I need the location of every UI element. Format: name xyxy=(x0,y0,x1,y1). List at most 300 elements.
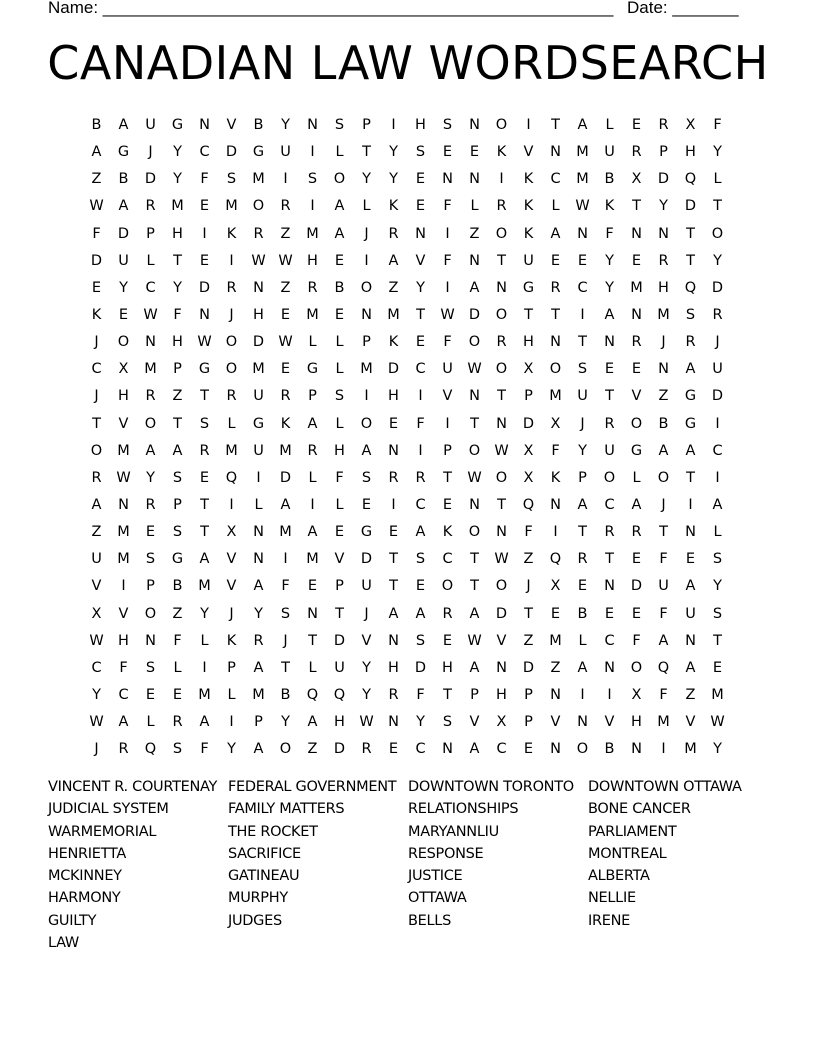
grid-letter[interactable]: Y xyxy=(578,442,587,459)
grid-letter[interactable]: O xyxy=(630,415,643,432)
grid-letter[interactable]: A xyxy=(91,144,102,161)
grid-letter[interactable]: L xyxy=(227,415,236,432)
grid-letter[interactable]: T xyxy=(497,496,506,513)
grid-letter[interactable]: P xyxy=(443,442,452,459)
grid-letter[interactable]: F xyxy=(92,225,101,242)
grid-letter[interactable]: W xyxy=(251,252,266,269)
grid-letter[interactable]: E xyxy=(388,741,399,758)
grid-letter[interactable]: L xyxy=(335,361,344,378)
grid-letter[interactable]: L xyxy=(146,714,155,731)
grid-letter[interactable]: N xyxy=(118,496,129,513)
grid-letter[interactable]: E xyxy=(334,252,345,269)
grid-letter[interactable]: Q xyxy=(333,686,346,703)
grid-letter[interactable]: E xyxy=(280,361,291,378)
grid-letter[interactable]: P xyxy=(362,334,371,351)
grid-letter[interactable]: B xyxy=(280,686,291,703)
grid-letter[interactable]: Y xyxy=(92,686,101,703)
grid-letter[interactable]: N xyxy=(604,334,615,351)
grid-letter[interactable]: F xyxy=(659,551,668,568)
grid-letter[interactable]: N xyxy=(577,225,588,242)
grid-letter[interactable]: Q xyxy=(684,279,697,296)
grid-letter[interactable]: W xyxy=(440,306,455,323)
grid-letter[interactable]: U xyxy=(658,578,669,595)
grid-letter[interactable]: E xyxy=(631,252,642,269)
grid-letter[interactable]: V xyxy=(334,551,345,568)
grid-letter[interactable]: N xyxy=(145,632,156,649)
grid-letter[interactable]: W xyxy=(116,469,131,486)
grid-letter[interactable]: R xyxy=(388,686,399,703)
grid-letter[interactable]: Q xyxy=(225,469,238,486)
grid-letter[interactable]: D xyxy=(198,279,211,296)
grid-letter[interactable]: E xyxy=(550,605,561,622)
grid-letter[interactable]: J xyxy=(364,225,369,242)
grid-letter[interactable]: R xyxy=(658,252,669,269)
grid-letter[interactable]: Y xyxy=(362,171,371,188)
grid-letter[interactable]: I xyxy=(202,225,207,242)
grid-letter[interactable]: I xyxy=(121,578,126,595)
grid-letter[interactable]: D xyxy=(252,334,265,351)
grid-letter[interactable]: K xyxy=(523,198,534,215)
grid-letter[interactable]: W xyxy=(278,252,293,269)
grid-letter[interactable]: T xyxy=(470,578,479,595)
grid-letter[interactable]: P xyxy=(470,686,479,703)
grid-letter[interactable]: T xyxy=(497,388,506,405)
grid-letter[interactable]: A xyxy=(685,578,696,595)
grid-letter[interactable]: R xyxy=(226,279,237,296)
grid-letter[interactable]: T xyxy=(200,524,209,541)
grid-letter[interactable]: N xyxy=(388,632,399,649)
grid-letter[interactable]: G xyxy=(117,144,130,161)
grid-letter[interactable]: C xyxy=(91,361,102,378)
grid-letter[interactable]: U xyxy=(442,361,453,378)
grid-letter[interactable]: M xyxy=(225,442,238,459)
grid-letter[interactable]: A xyxy=(415,605,426,622)
grid-letter[interactable]: B xyxy=(91,117,102,133)
grid-letter[interactable]: E xyxy=(577,252,588,269)
grid-letter[interactable]: P xyxy=(335,578,344,595)
grid-letter[interactable]: I xyxy=(580,686,585,703)
grid-letter[interactable]: H xyxy=(496,686,507,703)
grid-letter[interactable]: N xyxy=(496,524,507,541)
grid-letter[interactable]: W xyxy=(494,442,509,459)
grid-letter[interactable]: C xyxy=(442,551,453,568)
grid-letter[interactable]: A xyxy=(118,117,129,133)
grid-letter[interactable]: N xyxy=(253,279,264,296)
grid-letter[interactable]: H xyxy=(118,388,129,405)
grid-letter[interactable]: A xyxy=(550,225,561,242)
grid-letter[interactable]: H xyxy=(442,659,453,676)
grid-letter[interactable]: M xyxy=(684,741,697,758)
grid-letter[interactable]: M xyxy=(657,714,670,731)
grid-letter[interactable]: M xyxy=(117,524,130,541)
grid-letter[interactable]: U xyxy=(118,252,129,269)
grid-letter[interactable]: A xyxy=(307,714,318,731)
grid-letter[interactable]: Y xyxy=(281,714,290,731)
grid-letter[interactable]: D xyxy=(468,306,481,323)
grid-letter[interactable]: R xyxy=(712,306,723,323)
grid-letter[interactable]: B xyxy=(334,279,345,296)
grid-letter[interactable]: O xyxy=(495,306,508,323)
grid-letter[interactable]: I xyxy=(229,252,234,269)
grid-letter[interactable]: N xyxy=(199,117,210,133)
grid-letter[interactable]: A xyxy=(199,551,210,568)
grid-letter[interactable]: D xyxy=(657,171,670,188)
grid-letter[interactable]: F xyxy=(119,659,128,676)
grid-letter[interactable]: T xyxy=(524,605,533,622)
grid-letter[interactable]: L xyxy=(470,198,479,215)
grid-letter[interactable]: T xyxy=(632,198,641,215)
grid-letter[interactable]: U xyxy=(145,117,156,133)
grid-letter[interactable]: R xyxy=(199,442,210,459)
grid-letter[interactable]: G xyxy=(630,442,643,459)
grid-letter[interactable]: N xyxy=(496,415,507,432)
grid-letter[interactable]: Y xyxy=(254,605,263,622)
grid-letter[interactable]: B xyxy=(604,741,615,758)
grid-letter[interactable]: F xyxy=(713,117,722,133)
grid-letter[interactable]: Y xyxy=(173,171,182,188)
grid-letter[interactable]: A xyxy=(712,496,723,513)
grid-letter[interactable]: A xyxy=(631,496,642,513)
grid-letter[interactable]: N xyxy=(685,632,696,649)
grid-letter[interactable]: I xyxy=(229,714,234,731)
grid-letter[interactable]: Z xyxy=(91,171,102,188)
grid-letter[interactable]: I xyxy=(607,686,612,703)
grid-letter[interactable]: E xyxy=(199,469,210,486)
grid-letter[interactable]: X xyxy=(631,686,642,703)
grid-letter[interactable]: X xyxy=(550,415,561,432)
grid-letter[interactable]: W xyxy=(575,198,590,215)
grid-letter[interactable]: C xyxy=(496,741,507,758)
grid-letter[interactable]: E xyxy=(469,144,480,161)
grid-letter[interactable]: E xyxy=(550,252,561,269)
grid-letter[interactable]: Y xyxy=(200,605,209,622)
grid-letter[interactable]: C xyxy=(199,144,210,161)
grid-letter[interactable]: Z xyxy=(658,388,669,405)
grid-letter[interactable]: A xyxy=(469,279,480,296)
grid-letter[interactable]: J xyxy=(229,306,234,323)
grid-letter[interactable]: S xyxy=(577,361,588,378)
grid-letter[interactable]: G xyxy=(171,117,184,133)
grid-letter[interactable]: V xyxy=(685,714,696,731)
grid-letter[interactable]: M xyxy=(360,361,373,378)
grid-letter[interactable]: M xyxy=(225,198,238,215)
grid-letter[interactable]: Y xyxy=(713,741,722,758)
grid-letter[interactable]: V xyxy=(361,632,372,649)
grid-letter[interactable]: D xyxy=(117,225,130,242)
grid-letter[interactable]: I xyxy=(445,415,450,432)
date-field[interactable]: Date: _______ xyxy=(627,0,739,17)
grid-letter[interactable]: P xyxy=(578,469,587,486)
grid-letter[interactable]: T xyxy=(659,524,668,541)
grid-letter[interactable]: L xyxy=(632,469,641,486)
grid-letter[interactable]: R xyxy=(658,117,669,133)
grid-letter[interactable]: S xyxy=(145,659,156,676)
grid-letter[interactable]: S xyxy=(172,469,183,486)
grid-letter[interactable]: I xyxy=(688,496,693,513)
grid-letter[interactable]: R xyxy=(253,632,264,649)
grid-letter[interactable]: R xyxy=(307,279,318,296)
grid-letter[interactable]: M xyxy=(252,686,265,703)
grid-letter[interactable]: F xyxy=(659,686,668,703)
grid-letter[interactable]: T xyxy=(713,198,722,215)
grid-letter[interactable]: Y xyxy=(659,198,668,215)
grid-letter[interactable]: V xyxy=(226,578,237,595)
grid-letter[interactable]: E xyxy=(442,496,453,513)
grid-letter[interactable]: F xyxy=(200,741,209,758)
grid-letter[interactable]: E xyxy=(118,306,129,323)
grid-letter[interactable]: D xyxy=(90,252,103,269)
grid-letter[interactable]: Y xyxy=(605,279,614,296)
grid-letter[interactable]: P xyxy=(173,496,182,513)
grid-letter[interactable]: K xyxy=(388,334,399,351)
grid-letter[interactable]: P xyxy=(254,714,263,731)
grid-letter[interactable]: K xyxy=(388,198,399,215)
grid-letter[interactable]: N xyxy=(442,171,453,188)
grid-letter[interactable]: N xyxy=(550,741,561,758)
grid-letter[interactable]: O xyxy=(225,361,238,378)
grid-letter[interactable]: O xyxy=(279,741,292,758)
grid-letter[interactable]: R xyxy=(550,279,561,296)
grid-letter[interactable]: T xyxy=(605,388,614,405)
grid-letter[interactable]: F xyxy=(200,171,209,188)
grid-letter[interactable]: W xyxy=(359,714,374,731)
grid-letter[interactable]: O xyxy=(468,442,481,459)
grid-letter[interactable]: T xyxy=(686,252,695,269)
grid-letter[interactable]: K xyxy=(226,632,237,649)
grid-letter[interactable]: E xyxy=(415,334,426,351)
grid-letter[interactable]: J xyxy=(715,334,720,351)
grid-letter[interactable]: E xyxy=(631,361,642,378)
grid-letter[interactable]: J xyxy=(148,144,153,161)
grid-letter[interactable]: G xyxy=(171,551,184,568)
grid-letter[interactable]: X xyxy=(91,605,102,622)
grid-letter[interactable]: I xyxy=(391,117,396,133)
grid-letter[interactable]: D xyxy=(630,578,643,595)
grid-letter[interactable]: H xyxy=(334,714,345,731)
grid-letter[interactable]: V xyxy=(550,714,561,731)
grid-letter[interactable]: F xyxy=(173,632,182,649)
grid-letter[interactable]: R xyxy=(145,388,156,405)
grid-letter[interactable]: E xyxy=(172,686,183,703)
grid-letter[interactable]: T xyxy=(308,632,317,649)
grid-letter[interactable]: U xyxy=(334,659,345,676)
grid-letter[interactable]: J xyxy=(283,632,288,649)
grid-letter[interactable]: M xyxy=(117,442,130,459)
grid-letter[interactable]: R xyxy=(631,144,642,161)
grid-letter[interactable]: R xyxy=(604,524,615,541)
grid-letter[interactable]: F xyxy=(443,198,452,215)
grid-letter[interactable]: F xyxy=(173,306,182,323)
grid-letter[interactable]: T xyxy=(92,415,101,432)
grid-letter[interactable]: I xyxy=(715,415,720,432)
grid-letter[interactable]: P xyxy=(362,117,371,133)
grid-letter[interactable]: G xyxy=(252,415,265,432)
grid-letter[interactable]: N xyxy=(253,551,264,568)
grid-letter[interactable]: I xyxy=(256,469,261,486)
grid-letter[interactable]: L xyxy=(227,686,236,703)
grid-letter[interactable]: N xyxy=(469,496,480,513)
grid-letter[interactable]: L xyxy=(308,659,317,676)
grid-letter[interactable]: K xyxy=(91,306,102,323)
grid-letter[interactable]: D xyxy=(495,605,508,622)
grid-letter[interactable]: L xyxy=(362,198,371,215)
grid-letter[interactable]: Z xyxy=(307,741,318,758)
grid-letter[interactable]: H xyxy=(685,144,696,161)
grid-letter[interactable]: W xyxy=(710,714,725,731)
grid-letter[interactable]: Z xyxy=(172,605,183,622)
grid-letter[interactable]: X xyxy=(523,361,534,378)
grid-letter[interactable]: R xyxy=(253,225,264,242)
grid-letter[interactable]: R xyxy=(388,225,399,242)
grid-letter[interactable]: C xyxy=(118,686,129,703)
grid-letter[interactable]: I xyxy=(580,306,585,323)
grid-letter[interactable]: E xyxy=(199,252,210,269)
grid-letter[interactable]: Z xyxy=(172,388,183,405)
grid-letter[interactable]: O xyxy=(495,578,508,595)
grid-letter[interactable]: L xyxy=(254,496,263,513)
grid-letter[interactable]: Y xyxy=(362,659,371,676)
grid-letter[interactable]: T xyxy=(686,469,695,486)
grid-letter[interactable]: N xyxy=(388,442,399,459)
grid-letter[interactable]: F xyxy=(335,469,344,486)
grid-letter[interactable]: J xyxy=(661,334,666,351)
grid-letter[interactable]: A xyxy=(685,361,696,378)
grid-letter[interactable]: Q xyxy=(522,496,535,513)
grid-letter[interactable]: X xyxy=(523,469,534,486)
grid-letter[interactable]: M xyxy=(252,361,265,378)
grid-letter[interactable]: U xyxy=(253,442,264,459)
grid-letter[interactable]: Q xyxy=(684,171,697,188)
grid-letter[interactable]: G xyxy=(360,524,373,541)
grid-letter[interactable]: A xyxy=(280,496,291,513)
grid-letter[interactable]: F xyxy=(551,442,560,459)
grid-letter[interactable]: U xyxy=(91,551,102,568)
grid-letter[interactable]: E xyxy=(334,306,345,323)
grid-letter[interactable]: A xyxy=(91,496,102,513)
grid-letter[interactable]: S xyxy=(145,551,156,568)
grid-letter[interactable]: O xyxy=(495,117,508,133)
grid-letter[interactable]: Y xyxy=(119,279,128,296)
grid-letter[interactable]: S xyxy=(712,551,723,568)
grid-letter[interactable]: E xyxy=(334,524,345,541)
grid-letter[interactable]: N xyxy=(658,225,669,242)
grid-letter[interactable]: A xyxy=(685,442,696,459)
grid-letter[interactable]: J xyxy=(364,605,369,622)
grid-letter[interactable]: N xyxy=(199,306,210,323)
grid-letter[interactable]: A xyxy=(199,714,210,731)
grid-letter[interactable]: E xyxy=(280,306,291,323)
grid-letter[interactable]: O xyxy=(468,334,481,351)
grid-letter[interactable]: E xyxy=(388,524,399,541)
grid-letter[interactable]: D xyxy=(225,144,238,161)
grid-letter[interactable]: Q xyxy=(549,551,562,568)
grid-letter[interactable]: Z xyxy=(388,279,399,296)
grid-letter[interactable]: T xyxy=(578,334,587,351)
grid-letter[interactable]: W xyxy=(89,714,104,731)
grid-letter[interactable]: A xyxy=(253,741,264,758)
grid-letter[interactable]: D xyxy=(522,415,535,432)
grid-letter[interactable]: S xyxy=(226,171,237,188)
grid-letter[interactable]: I xyxy=(364,388,369,405)
grid-letter[interactable]: I xyxy=(418,388,423,405)
grid-letter[interactable]: I xyxy=(229,496,234,513)
grid-letter[interactable]: M xyxy=(171,198,184,215)
grid-letter[interactable]: F xyxy=(443,334,452,351)
grid-letter[interactable]: D xyxy=(711,279,724,296)
grid-letter[interactable]: E xyxy=(631,605,642,622)
grid-letter[interactable]: S xyxy=(172,524,183,541)
grid-letter[interactable]: V xyxy=(415,252,426,269)
grid-letter[interactable]: C xyxy=(550,171,561,188)
grid-letter[interactable]: A xyxy=(685,659,696,676)
grid-letter[interactable]: E xyxy=(307,578,318,595)
grid-letter[interactable]: M xyxy=(549,388,562,405)
grid-letter[interactable]: C xyxy=(415,741,426,758)
grid-letter[interactable]: I xyxy=(526,117,531,133)
grid-letter[interactable]: Z xyxy=(523,632,534,649)
grid-letter[interactable]: J xyxy=(526,578,531,595)
grid-letter[interactable]: T xyxy=(416,306,425,323)
grid-letter[interactable]: Y xyxy=(389,144,398,161)
grid-letter[interactable]: H xyxy=(334,442,345,459)
grid-letter[interactable]: D xyxy=(684,198,697,215)
grid-letter[interactable]: O xyxy=(117,334,130,351)
grid-letter[interactable]: I xyxy=(310,144,315,161)
grid-letter[interactable]: W xyxy=(197,334,212,351)
grid-letter[interactable]: L xyxy=(173,659,182,676)
grid-letter[interactable]: A xyxy=(145,442,156,459)
grid-letter[interactable]: H xyxy=(388,659,399,676)
grid-letter[interactable]: B xyxy=(253,117,264,133)
grid-letter[interactable]: K xyxy=(523,225,534,242)
grid-letter[interactable]: S xyxy=(280,605,291,622)
grid-letter[interactable]: A xyxy=(334,198,345,215)
grid-letter[interactable]: B xyxy=(577,605,588,622)
grid-letter[interactable]: O xyxy=(549,361,562,378)
grid-letter[interactable]: P xyxy=(173,361,182,378)
grid-letter[interactable]: L xyxy=(713,524,722,541)
grid-letter[interactable]: L xyxy=(200,632,209,649)
grid-letter[interactable]: I xyxy=(445,279,450,296)
grid-letter[interactable]: Y xyxy=(173,279,182,296)
grid-letter[interactable]: N xyxy=(604,659,615,676)
grid-letter[interactable]: T xyxy=(200,496,209,513)
grid-letter[interactable]: D xyxy=(522,659,535,676)
grid-letter[interactable]: X xyxy=(226,524,237,541)
grid-letter[interactable]: V xyxy=(118,605,129,622)
grid-letter[interactable]: Y xyxy=(416,714,425,731)
grid-letter[interactable]: X xyxy=(685,117,696,133)
grid-letter[interactable]: U xyxy=(361,578,372,595)
grid-letter[interactable]: E xyxy=(577,578,588,595)
grid-letter[interactable]: O xyxy=(495,469,508,486)
grid-letter[interactable]: R xyxy=(145,198,156,215)
grid-letter[interactable]: T xyxy=(362,144,371,161)
grid-letter[interactable]: T xyxy=(443,469,452,486)
grid-letter[interactable]: M xyxy=(576,144,589,161)
grid-letter[interactable]: N xyxy=(496,279,507,296)
grid-letter[interactable]: E xyxy=(415,578,426,595)
grid-letter[interactable]: N xyxy=(415,225,426,242)
grid-letter[interactable]: U xyxy=(604,144,615,161)
grid-letter[interactable]: Y xyxy=(713,578,722,595)
grid-letter[interactable]: O xyxy=(468,524,481,541)
grid-letter[interactable]: H xyxy=(388,388,399,405)
grid-letter[interactable]: I xyxy=(310,496,315,513)
grid-letter[interactable]: E xyxy=(442,632,453,649)
grid-letter[interactable]: B xyxy=(658,415,669,432)
grid-letter[interactable]: C xyxy=(415,496,426,513)
